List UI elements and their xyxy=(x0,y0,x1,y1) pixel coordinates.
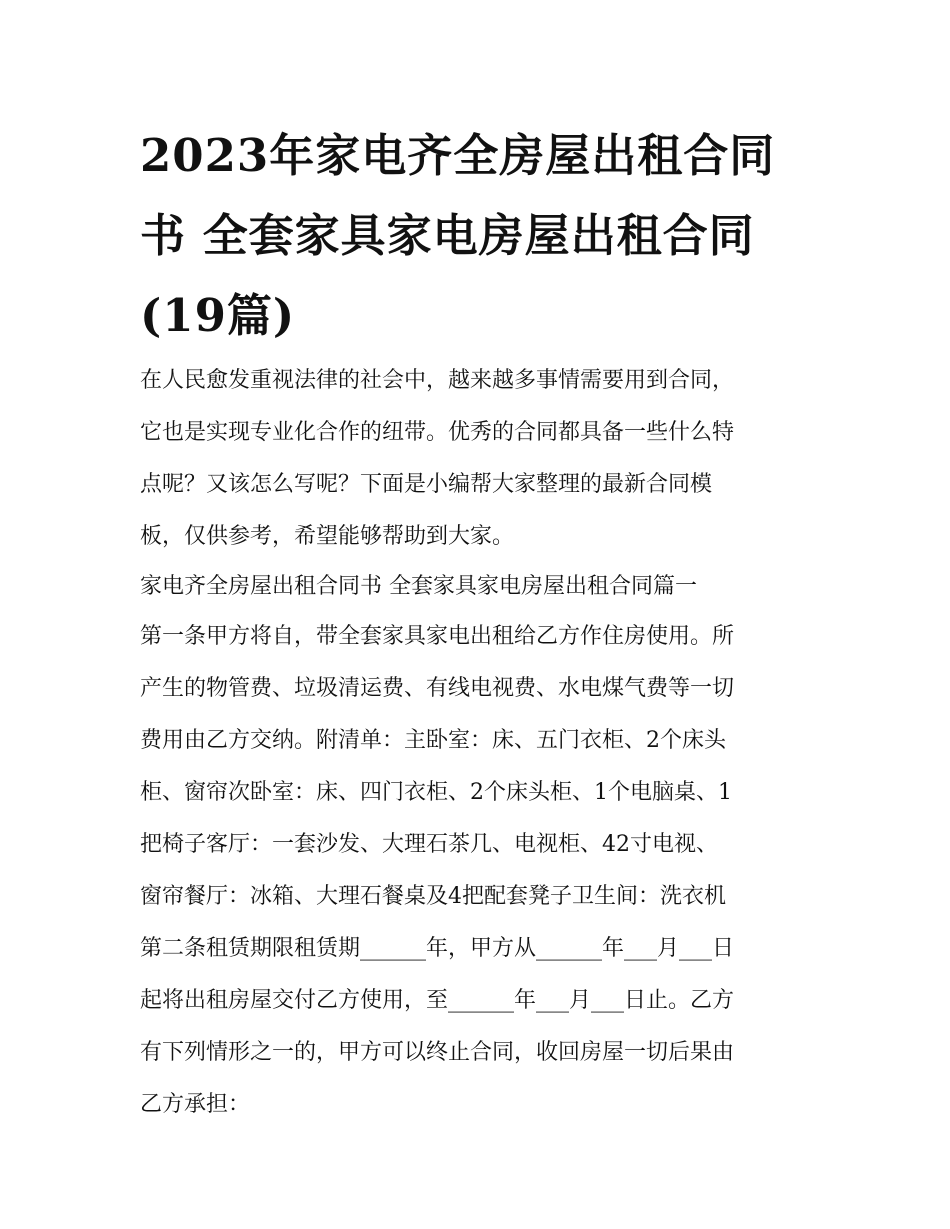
body-line: 乙方承担： xyxy=(140,1092,251,1117)
title-line: 2023年家电齐全房屋出租合同 xyxy=(140,129,776,182)
body-line: 柜、窗帘次卧室：床、四门衣柜、2个床头柜、1个电脑桌、1 xyxy=(140,780,732,805)
intro-line: 点呢？又该怎么写呢？下面是小编帮大家整理的最新合同模 xyxy=(140,472,713,497)
section-heading: 家电齐全房屋出租合同书 全套家具家电房屋出租合同篇一 xyxy=(140,574,697,599)
intro-line: 板，仅供参考，希望能够帮助到大家。 xyxy=(140,524,515,549)
body-line: 第二条租赁期限租赁期______年，甲方从______年___月___日 xyxy=(140,936,735,961)
body-line: 费用由乙方交纳。附清单：主卧室：床、五门衣柜、2个床头 xyxy=(140,728,726,753)
body-line: 把椅子客厅：一套沙发、大理石茶几、电视柜、42寸电视、 xyxy=(140,832,718,857)
intro-line: 它也是实现专业化合作的纽带。优秀的合同都具备一些什么特 xyxy=(140,420,735,445)
title-line: 书 全套家具家电房屋出租合同 xyxy=(140,209,755,262)
title-line: (19篇) xyxy=(140,289,296,342)
body-line: 有下列情形之一的，甲方可以终止合同，收回房屋一切后果由 xyxy=(140,1040,735,1065)
intro-line: 在人民愈发重视法律的社会中，越来越多事情需要用到合同， xyxy=(140,368,735,393)
body-line: 产生的物管费、垃圾清运费、有线电视费、水电煤气费等一切 xyxy=(140,676,735,701)
document-title xyxy=(140,116,830,356)
body-line: 起将出租房屋交付乙方使用，至______年___月___日止。乙方 xyxy=(140,988,735,1013)
body-line: 第一条甲方将自，带全套家具家电出租给乙方作住房使用。所 xyxy=(140,624,735,649)
document-body xyxy=(140,355,840,1131)
body-line: 窗帘餐厅：冰箱、大理石餐桌及4把配套凳子卫生间：洗衣机 xyxy=(140,884,726,909)
